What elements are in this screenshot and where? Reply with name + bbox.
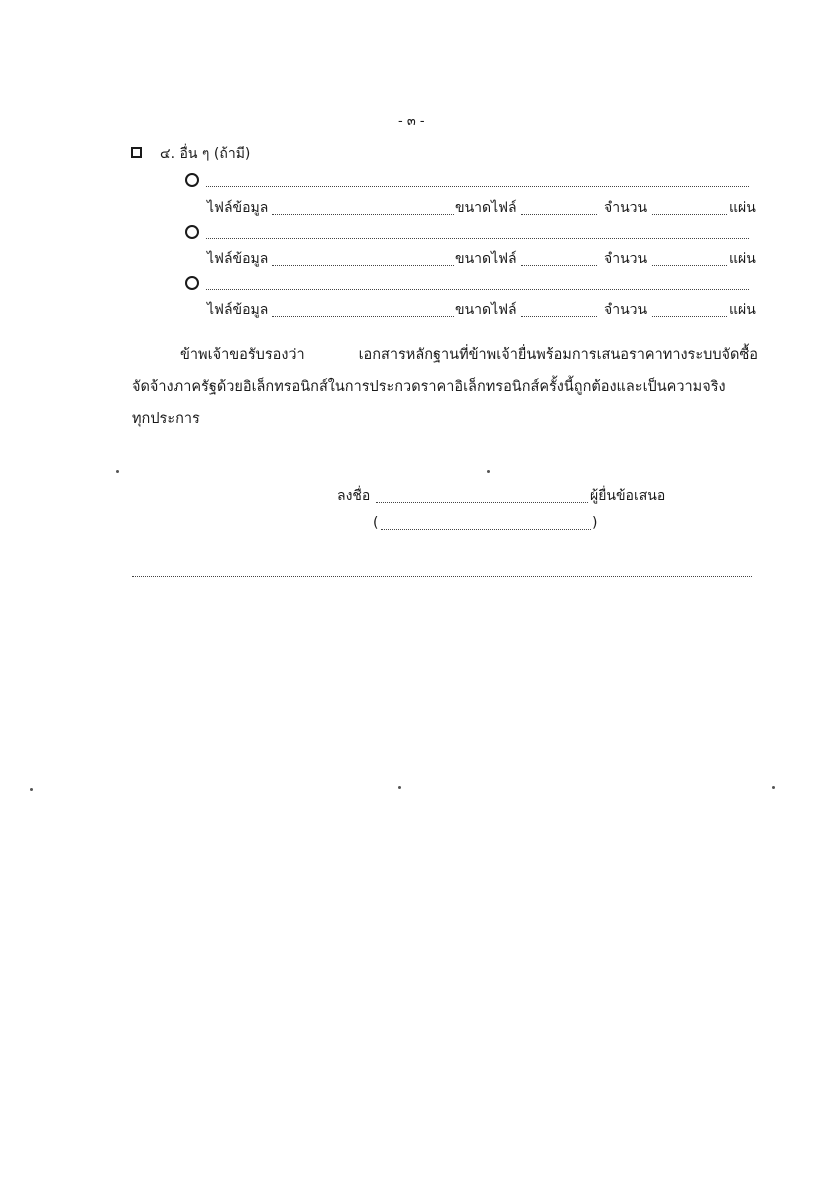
section-heading [160, 147, 250, 161]
paren-open: ( [373, 515, 379, 531]
entry-2-size-blank [521, 265, 597, 266]
entry-3-size-label: ขนาดไฟล์ [455, 302, 517, 318]
scan-speck [772, 786, 775, 789]
radio-option-3-icon[interactable] [185, 276, 199, 290]
entry-1-file-blank [272, 214, 454, 215]
bottom-separator [132, 576, 752, 577]
radio-option-1-icon[interactable] [185, 173, 199, 187]
signature-blank[interactable] [376, 502, 588, 503]
entry-1-file-label: ไฟล์ข้อมูล [207, 200, 269, 216]
entry-1-size-blank [521, 214, 597, 215]
entry-1-count-blank [652, 214, 727, 215]
checkbox-icon[interactable] [131, 147, 142, 158]
sign-label: ลงชื่อ [337, 488, 371, 504]
entry-3-count-label: จำนวน [604, 302, 648, 318]
entry-1-blank-line [206, 186, 749, 187]
entry-2-unit-label: แผ่น [729, 251, 756, 267]
entry-3-size-blank [521, 316, 597, 317]
scan-speck [398, 786, 401, 789]
radio-option-2-icon[interactable] [185, 225, 199, 239]
entry-2-count-label: จำนวน [604, 251, 648, 267]
entry-3-count-blank [652, 316, 727, 317]
scan-speck [116, 470, 119, 473]
entry-2-size-label: ขนาดไฟล์ [455, 251, 517, 267]
entry-1-unit-label: แผ่น [729, 200, 756, 216]
entry-3-file-label: ไฟล์ข้อมูล [207, 302, 269, 318]
entry-2-blank-line [206, 238, 749, 239]
scan-speck [30, 788, 33, 791]
certification-line-3: ทุกประการ [132, 411, 200, 427]
entry-3-file-blank [272, 316, 454, 317]
section-title: อื่น ๆ (ถ้ามี) [179, 146, 251, 162]
scan-speck [487, 470, 490, 473]
signer-role-label: ผู้ยื่นข้อเสนอ [590, 488, 666, 504]
certification-line-2: จัดจ้างภาครัฐด้วยอิเล็กทรอนิกส์ในการประกวดราคาอิเล็กทรอนิกส์ครั้งนี้ถูกต้องและเป็นความจริง [132, 379, 726, 395]
entry-1-size-label: ขนาดไฟล์ [455, 200, 517, 216]
entry-1-count-label: จำนวน [604, 200, 648, 216]
entry-2-file-label: ไฟล์ข้อมูล [207, 251, 269, 267]
certification-line-1: ข้าพเจ้าขอรับรองว่า เอกสารหลักฐานที่ข้าพเจ้ายื่นพร้อมการเสนอราคาทางระบบจัดซื้อ [180, 347, 758, 363]
section-number: ๔. [160, 146, 176, 162]
printed-name-blank[interactable] [381, 529, 591, 530]
paren-close: ) [592, 515, 598, 531]
entry-2-count-blank [652, 265, 727, 266]
entry-3-unit-label: แผ่น [729, 302, 756, 318]
page-number: - ๓ - [398, 114, 425, 129]
entry-2-file-blank [272, 265, 454, 266]
entry-3-blank-line [206, 289, 749, 290]
